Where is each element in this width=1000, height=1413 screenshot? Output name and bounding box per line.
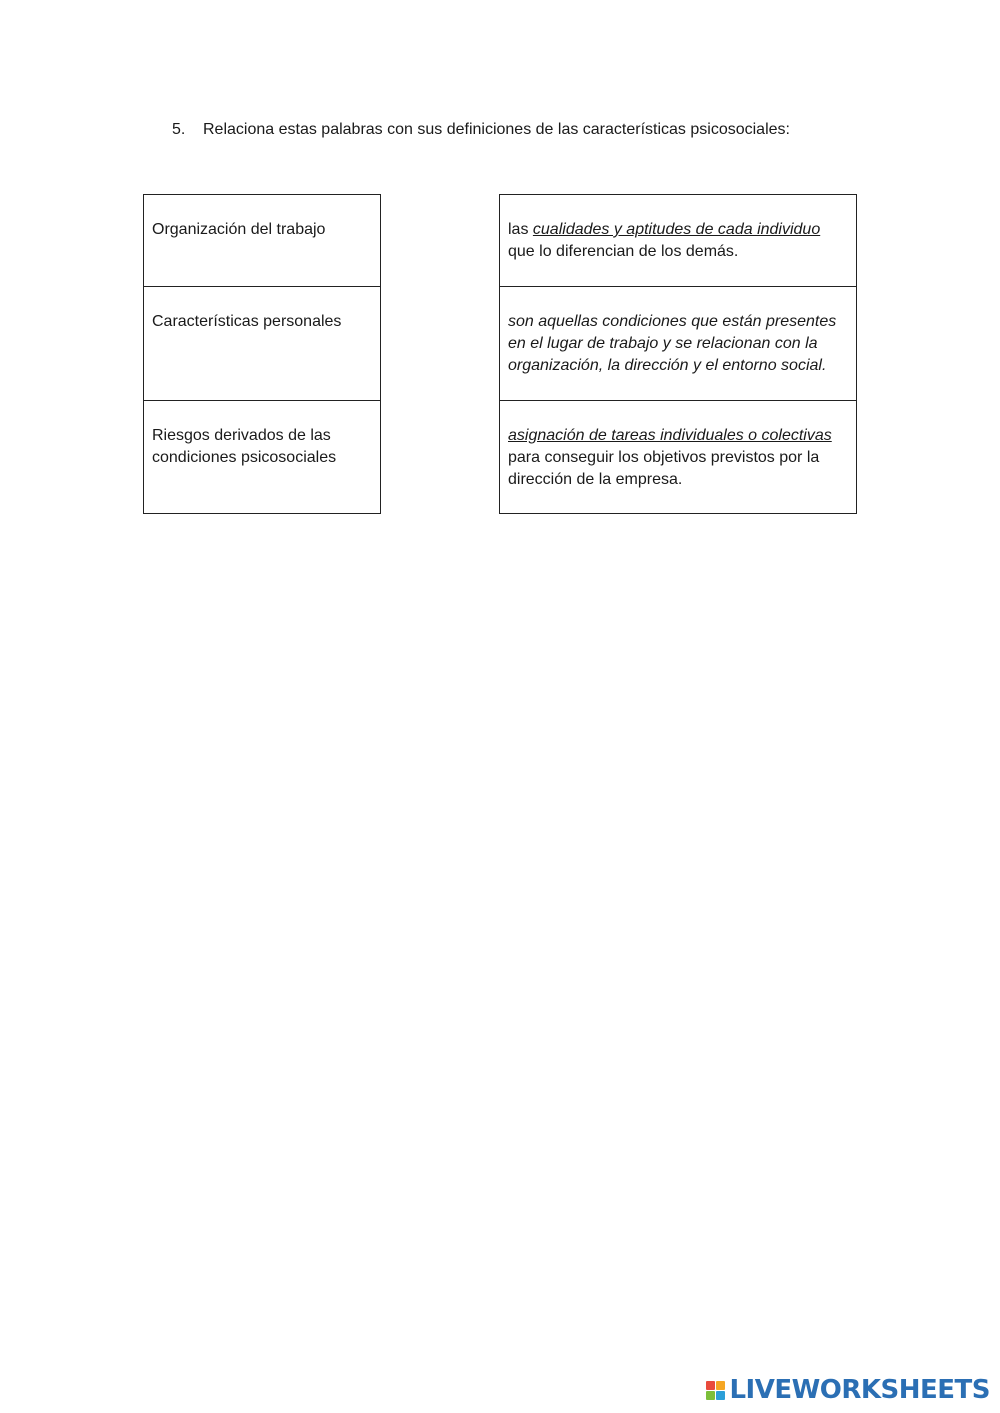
question-number: 5. (172, 121, 186, 138)
definition-asignacion[interactable] (500, 401, 857, 514)
question-prompt (172, 119, 790, 141)
term-organizacion[interactable]: Organización del trabajo (144, 195, 381, 287)
definition-rest: que lo diferencian de los demás. (508, 243, 739, 260)
terms-table (143, 194, 381, 514)
definition-rest: para conseguir los objetivos previstos por la dirección de la empresa. (508, 449, 820, 488)
liveworksheets-logo (706, 1375, 990, 1405)
definition-text: son aquellas condiciones que están presentes en el lugar de trabajo y se relacionan con la organización, la dirección y el entorno social. (508, 313, 837, 374)
definition-condiciones[interactable] (500, 287, 857, 401)
logo-mark-icon (706, 1381, 725, 1400)
definition-emphasis: cualidades y aptitudes de cada individuo (532, 221, 821, 238)
definitions-table (499, 194, 857, 514)
definition-prefix: las (508, 221, 533, 238)
term-caracteristicas[interactable]: Características personales (144, 287, 381, 401)
logo-text: LIVEWORKSHEETS (729, 1375, 990, 1405)
question-text: Relaciona estas palabras con sus definiciones de las características psicosociales: (203, 121, 790, 138)
term-riesgos[interactable]: Riesgos derivados de las condiciones psicosociales (144, 401, 381, 514)
definition-cualidades[interactable] (500, 195, 857, 287)
definition-emphasis: asignación de tareas individuales o colectivas (508, 427, 832, 444)
